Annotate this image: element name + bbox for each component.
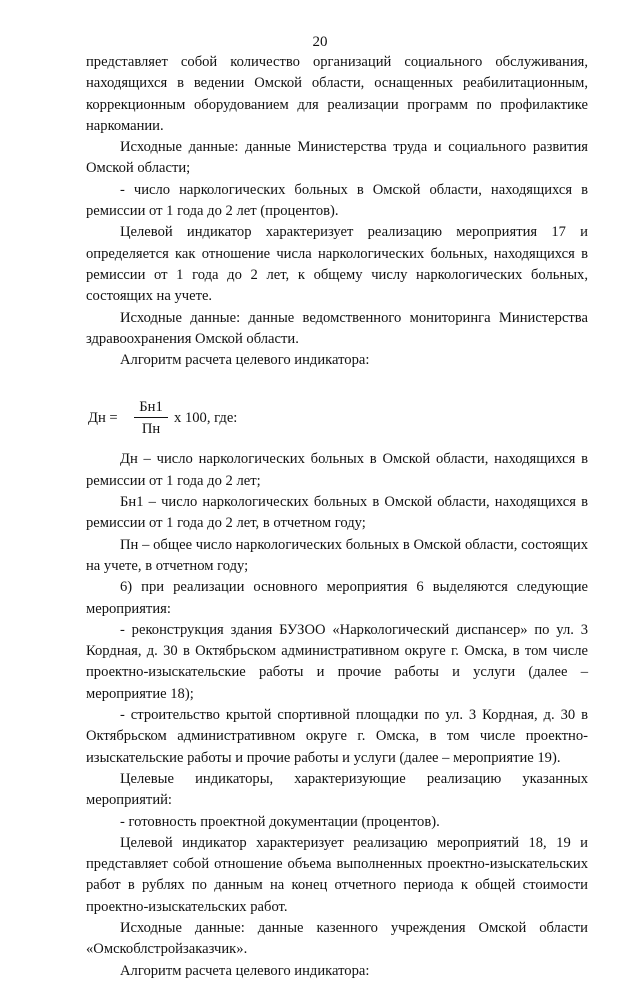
- document-body: [86, 52, 588, 982]
- paragraph: Пн – общее число наркологических больных в Омской области, состоящих на учете, в отчетном году;: [86, 536, 588, 574]
- paragraph: - число наркологических больных в Омской области, находящихся в ремиссии от 1 года до 2 лет (процентов).: [86, 181, 588, 220]
- formula-lhs: Дн =: [88, 410, 118, 427]
- page-number: 20: [312, 34, 328, 50]
- paragraph: Бн1 – число наркологических больных в Омской области, находящихся в ремиссии от 1 года до 2 лет, в отчетном году;: [86, 494, 588, 532]
- paragraph: Целевые индикаторы, характеризующие реализацию указанных мероприятий:: [86, 770, 588, 809]
- paragraphs-top: [86, 52, 588, 371]
- paragraph: Целевой индикатор характеризует реализацию мероприятий 18, 19 и представляет собой отношение объема выполненных проектно-изыскательских работ в рублях по данным на конец отчетного периода к общей стоимости проектно-изыскательских работ.: [86, 834, 588, 915]
- paragraph: Алгоритм расчета целевого индикатора:: [120, 962, 370, 979]
- paragraph: 6) при реализации основного мероприятия 6 выделяются следующие мероприятия:: [86, 579, 588, 617]
- formula-numerator: Бн1: [134, 397, 168, 418]
- formula: [86, 375, 588, 449]
- paragraph: Дн – число наркологических больных в Омской области, находящихся в ремиссии от 1 года до 2 лет;: [86, 451, 588, 489]
- paragraph: - реконструкция здания БУЗОО «Наркологический диспансер» по ул. 3 Кордная, д. 30 в Октябрьском административном округе г. Омска, в том числе проектно-изыскательские работы и прочие работы и услуги (далее – мероприятие 18);: [86, 621, 588, 702]
- paragraph: представляет собой количество организаций социального обслуживания, находящихся в ведении Омской области, оснащенных реабилитационным, коррекционным оборудованием для реализации программ по профилактике наркомании.: [86, 54, 588, 134]
- paragraph: - строительство крытой спортивной площадки по ул. 3 Кордная, д. 30 в Октябрьском административном округе г. Омска, в том числе проектно-изыскательские работы и прочие работы и услуги (далее – мероприятие 19).: [86, 707, 588, 766]
- paragraph: Исходные данные: данные ведомственного мониторинга Министерства здравоохранения Омской области.: [86, 309, 588, 347]
- paragraph: Исходные данные: данные казенного учреждения Омской области «Омскоблстройзаказчик».: [86, 919, 588, 958]
- formula-tail: х 100, где:: [174, 410, 238, 427]
- paragraph: Целевой индикатор характеризует реализацию мероприятия 17 и определяется как отношение числа наркологических больных, находящихся в ремиссии от 1 года до 2 лет, к общему числу наркологических больных, состоящих на учете.: [86, 224, 588, 305]
- formula-fraction: [134, 397, 168, 440]
- paragraph: Алгоритм расчета целевого индикатора:: [120, 352, 370, 369]
- paragraph: - готовность проектной документации (процентов).: [120, 813, 440, 830]
- paragraph: Исходные данные: данные Министерства труда и социального развития Омской области;: [86, 139, 588, 177]
- formula-denominator: Пн: [141, 421, 161, 438]
- paragraphs-bottom: [86, 449, 588, 981]
